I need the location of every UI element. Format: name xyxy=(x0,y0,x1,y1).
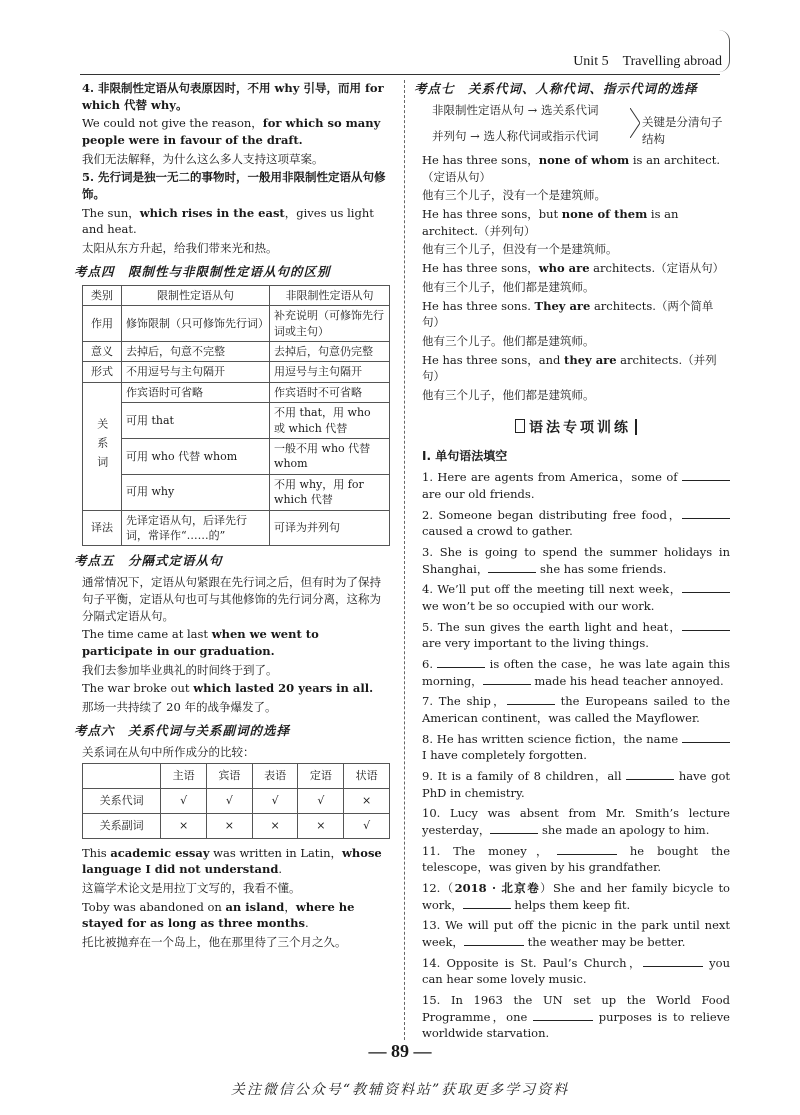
relative-words-table xyxy=(82,763,390,839)
table-cell: 修饰限制（只可修饰先行词） xyxy=(122,306,270,342)
comparison-table xyxy=(82,285,390,546)
example-5: The sun，which rises in the east，gives us light and heat. xyxy=(82,205,374,237)
table-cell: 作宾语时不可省略 xyxy=(270,382,390,402)
example-9-cn: 托比被抛弃在一个岛上，他在那里待了三个月之久。 xyxy=(82,934,347,949)
question-2: 2. Someone began distributing free food， caused a crowd to gather. xyxy=(422,507,730,540)
section-6-text: 关系词在从句中所作成分的比较： xyxy=(82,744,255,759)
table-cell: √ xyxy=(161,788,207,813)
table-header: 类别 xyxy=(83,285,122,305)
bookmark-icon xyxy=(515,419,525,433)
table-cell: 作宾语时可省略 xyxy=(122,382,270,402)
table-cell: 不用 why，用 for which 代替 xyxy=(270,474,390,510)
example-6-cn: 我们去参加毕业典礼的时间终于到了。 xyxy=(82,662,278,677)
question-13: 13. We will put off the picnic in the park until next week， the weather may be better. xyxy=(422,918,730,950)
question-8: 8. He has written science fiction，the name I have completely forgotten. xyxy=(422,731,730,764)
question-6: 6. is often the case，he was late again this morning， made his head teacher annoyed. xyxy=(422,656,730,688)
question-15: 15. In 1963 the UN set up the World Food Programme，one purposes is to relieve worldwide starvation. xyxy=(422,993,730,1041)
table-cell: √ xyxy=(206,788,252,813)
diagram-line-2: 并列句 → 选人称代词或指示代词 xyxy=(432,129,599,144)
section-7-title: 考点七 关系代词、人称代词、指示代词的选择 xyxy=(414,81,698,96)
answer-blank[interactable] xyxy=(682,732,730,743)
answer-blank[interactable] xyxy=(682,508,730,519)
pronoun-example-4: He has three sons. They are architects.（两个简单句） xyxy=(422,298,714,330)
page-number: — 89 — xyxy=(368,1041,432,1061)
table-cell: × xyxy=(298,813,344,838)
right-column xyxy=(414,80,731,1046)
question-12: 12.（2018 · 北京卷）She and her family bicycle to work， helps them keep fit. xyxy=(422,881,730,912)
question-4: 4. We’ll put off the meeting till next week， we won’t be so occupied with our work. xyxy=(422,581,730,614)
pronoun-example-3: He has three sons，who are architects.（定语从句） xyxy=(422,261,725,276)
row-label: 关系代词 xyxy=(83,788,161,813)
exercise-heading: Ⅰ. 单句语法填空 xyxy=(422,448,508,463)
exam-source: 2018 · 北京卷 xyxy=(454,881,541,895)
table-cell: 不用 that，用 who 或 which 代替 xyxy=(270,403,390,439)
left-column xyxy=(74,80,390,953)
table-cell: 不用逗号与主句隔开 xyxy=(122,362,270,382)
header-rule xyxy=(80,74,720,75)
section-6-title: 考点六 关系代词与关系副词的选择 xyxy=(74,722,291,738)
answer-blank[interactable] xyxy=(626,769,674,780)
section-4-title: 考点四 限制性与非限制性定语从句的区别 xyxy=(74,263,331,279)
example-8: This academic essay was written in Latin，whose language I did not understand. xyxy=(82,845,382,877)
table-cell: √ xyxy=(298,788,344,813)
table-cell: 先译定语从句，后译先行词，常译作“……的” xyxy=(122,510,270,546)
table-cell: × xyxy=(206,813,252,838)
question-10: 10. Lucy was absent from Mr. Smith’s lecture yesterday， she made an apology to him. xyxy=(422,806,730,837)
table-header: 定语 xyxy=(298,763,344,788)
column-divider xyxy=(404,80,405,1040)
example-7: The war broke out which lasted 20 years in all. xyxy=(82,681,374,696)
table-cell: 可译为并列句 xyxy=(270,510,390,546)
table-cell: × xyxy=(252,813,298,838)
row-label: 意义 xyxy=(83,342,122,362)
example-4: We could not give the reason，for which so many people were in favour of the draft. xyxy=(82,116,381,148)
table-header xyxy=(83,763,161,788)
question-7: 7. The ship， the Europeans sailed to the American continent，was called the Mayflower. xyxy=(422,694,730,725)
section-5-text: 通常情况下，定语从句紧跟在先行词之后，但有时为了保持句子平衡，定语从句也可与其他修饰的先行词分离，这称为分隔式定语从句。 xyxy=(82,575,381,623)
question-1: 1. Here are agents from America，some of are our old friends. xyxy=(422,469,730,502)
question-9: 9. It is a family of 8 children，all have got PhD in chemistry. xyxy=(422,768,730,800)
table-header: 主语 xyxy=(161,763,207,788)
table-header: 表语 xyxy=(252,763,298,788)
answer-blank[interactable] xyxy=(490,823,538,834)
table-cell: × xyxy=(344,788,390,813)
question-14: 14. Opposite is St. Paul’s Church， you can hear some lovely music. xyxy=(422,955,731,987)
example-4-cn: 我们无法解释，为什么这么多人支持这项草案。 xyxy=(82,151,324,166)
table-cell: √ xyxy=(344,813,390,838)
running-header: Unit 5 Travelling abroad xyxy=(573,54,722,69)
row-label: 作用 xyxy=(83,306,122,342)
answer-blank[interactable] xyxy=(643,956,703,967)
answer-blank[interactable] xyxy=(682,620,730,631)
answer-blank[interactable] xyxy=(488,562,536,573)
rule-5: 5. 先行词是独一无二的事物时，一般用非限制性定语从句修饰。 xyxy=(82,170,386,202)
table-cell: 可用 who 代替 whom xyxy=(122,438,270,474)
table-cell: × xyxy=(161,813,207,838)
bar-icon xyxy=(635,419,637,435)
row-label: 形式 xyxy=(83,362,122,382)
pronoun-example-1: He has three sons，none of whom is an architect.（定语从句） xyxy=(422,153,721,184)
diagram-conclusion: 关键是分清句子结构 xyxy=(642,115,723,146)
pronoun-example-1-cn: 他有三个儿子，没有一个是建筑师。 xyxy=(422,188,606,203)
section-5-title: 考点五 分隔式定语从句 xyxy=(74,553,223,569)
pronoun-example-2-cn: 他有三个儿子，但没有一个是建筑师。 xyxy=(422,242,618,257)
example-5-cn: 太阳从东方升起，给我们带来光和热。 xyxy=(82,241,278,256)
answer-blank[interactable] xyxy=(507,694,555,705)
answer-blank[interactable] xyxy=(682,582,730,593)
pronoun-example-5-cn: 他有三个儿子，他们都是建筑师。 xyxy=(422,387,595,402)
answer-blank[interactable] xyxy=(533,1010,593,1021)
table-cell: 去掉后，句意不完整 xyxy=(122,342,270,362)
example-8-cn: 这篇学术论文是用拉丁文写的，我看不懂。 xyxy=(82,880,301,895)
answer-blank[interactable] xyxy=(682,470,730,481)
example-6: The time came at last when we went to participate in our graduation. xyxy=(82,627,319,659)
table-header: 状语 xyxy=(344,763,390,788)
table-cell: 用逗号与主句隔开 xyxy=(270,362,390,382)
rule-4: 4. 非限制性定语从句表原因时，不用 why 引导，而用 for which 代替 why。 xyxy=(82,81,384,112)
table-cell: 可用 why xyxy=(122,474,270,510)
pronoun-example-3-cn: 他有三个儿子，他们都是建筑师。 xyxy=(422,279,595,294)
table-cell: 补充说明（可修饰先行词或主句） xyxy=(270,306,390,342)
example-7-cn: 那场一共持续了 20 年的战争爆发了。 xyxy=(82,700,277,715)
answer-blank[interactable] xyxy=(463,898,511,909)
table-header: 非限制性定语从句 xyxy=(270,285,390,305)
question-3: 3. She is going to spend the summer holidays in Shanghai， she has some friends. xyxy=(422,544,730,576)
answer-blank[interactable] xyxy=(437,657,485,668)
answer-blank[interactable] xyxy=(464,935,524,946)
row-label: 译法 xyxy=(83,510,122,546)
table-header: 宾语 xyxy=(206,763,252,788)
table-cell: 去掉后，句意仍完整 xyxy=(270,342,390,362)
diagram-line-1: 非限制性定语从句 → 选关系代词 xyxy=(432,103,599,118)
pronoun-choice-diagram xyxy=(432,102,730,152)
example-9: Toby was abandoned on an island，where he stayed for as long as three months. xyxy=(82,899,355,931)
table-cell: 一般不用 who 代替 whom xyxy=(270,438,390,474)
pronoun-example-4-cn: 他有三个儿子。他们都是建筑师。 xyxy=(422,333,595,348)
pronoun-example-2: He has three sons，but none of them is an architect.（并列句） xyxy=(422,207,679,238)
footer-note: 关注微信公众号“教辅资料站”获取更多学习资料 xyxy=(230,1082,570,1098)
table-cell: √ xyxy=(252,788,298,813)
row-label: 关系副词 xyxy=(83,813,161,838)
answer-blank[interactable] xyxy=(483,674,531,685)
question-11: 11. The money， he bought the telescope，was given by his grandfather. xyxy=(422,843,731,875)
row-label: 关系词 xyxy=(83,382,122,510)
table-cell: 可用 that xyxy=(122,403,270,439)
question-5: 5. The sun gives the earth light and heat， are very important to the living things. xyxy=(422,619,730,652)
pronoun-example-5: He has three sons，and they are architects.（并列句） xyxy=(422,352,717,384)
answer-blank[interactable] xyxy=(557,844,617,855)
training-banner: 语法专项训练 xyxy=(422,418,730,438)
brace-icon xyxy=(630,108,640,138)
table-header: 限制性定语从句 xyxy=(122,285,270,305)
